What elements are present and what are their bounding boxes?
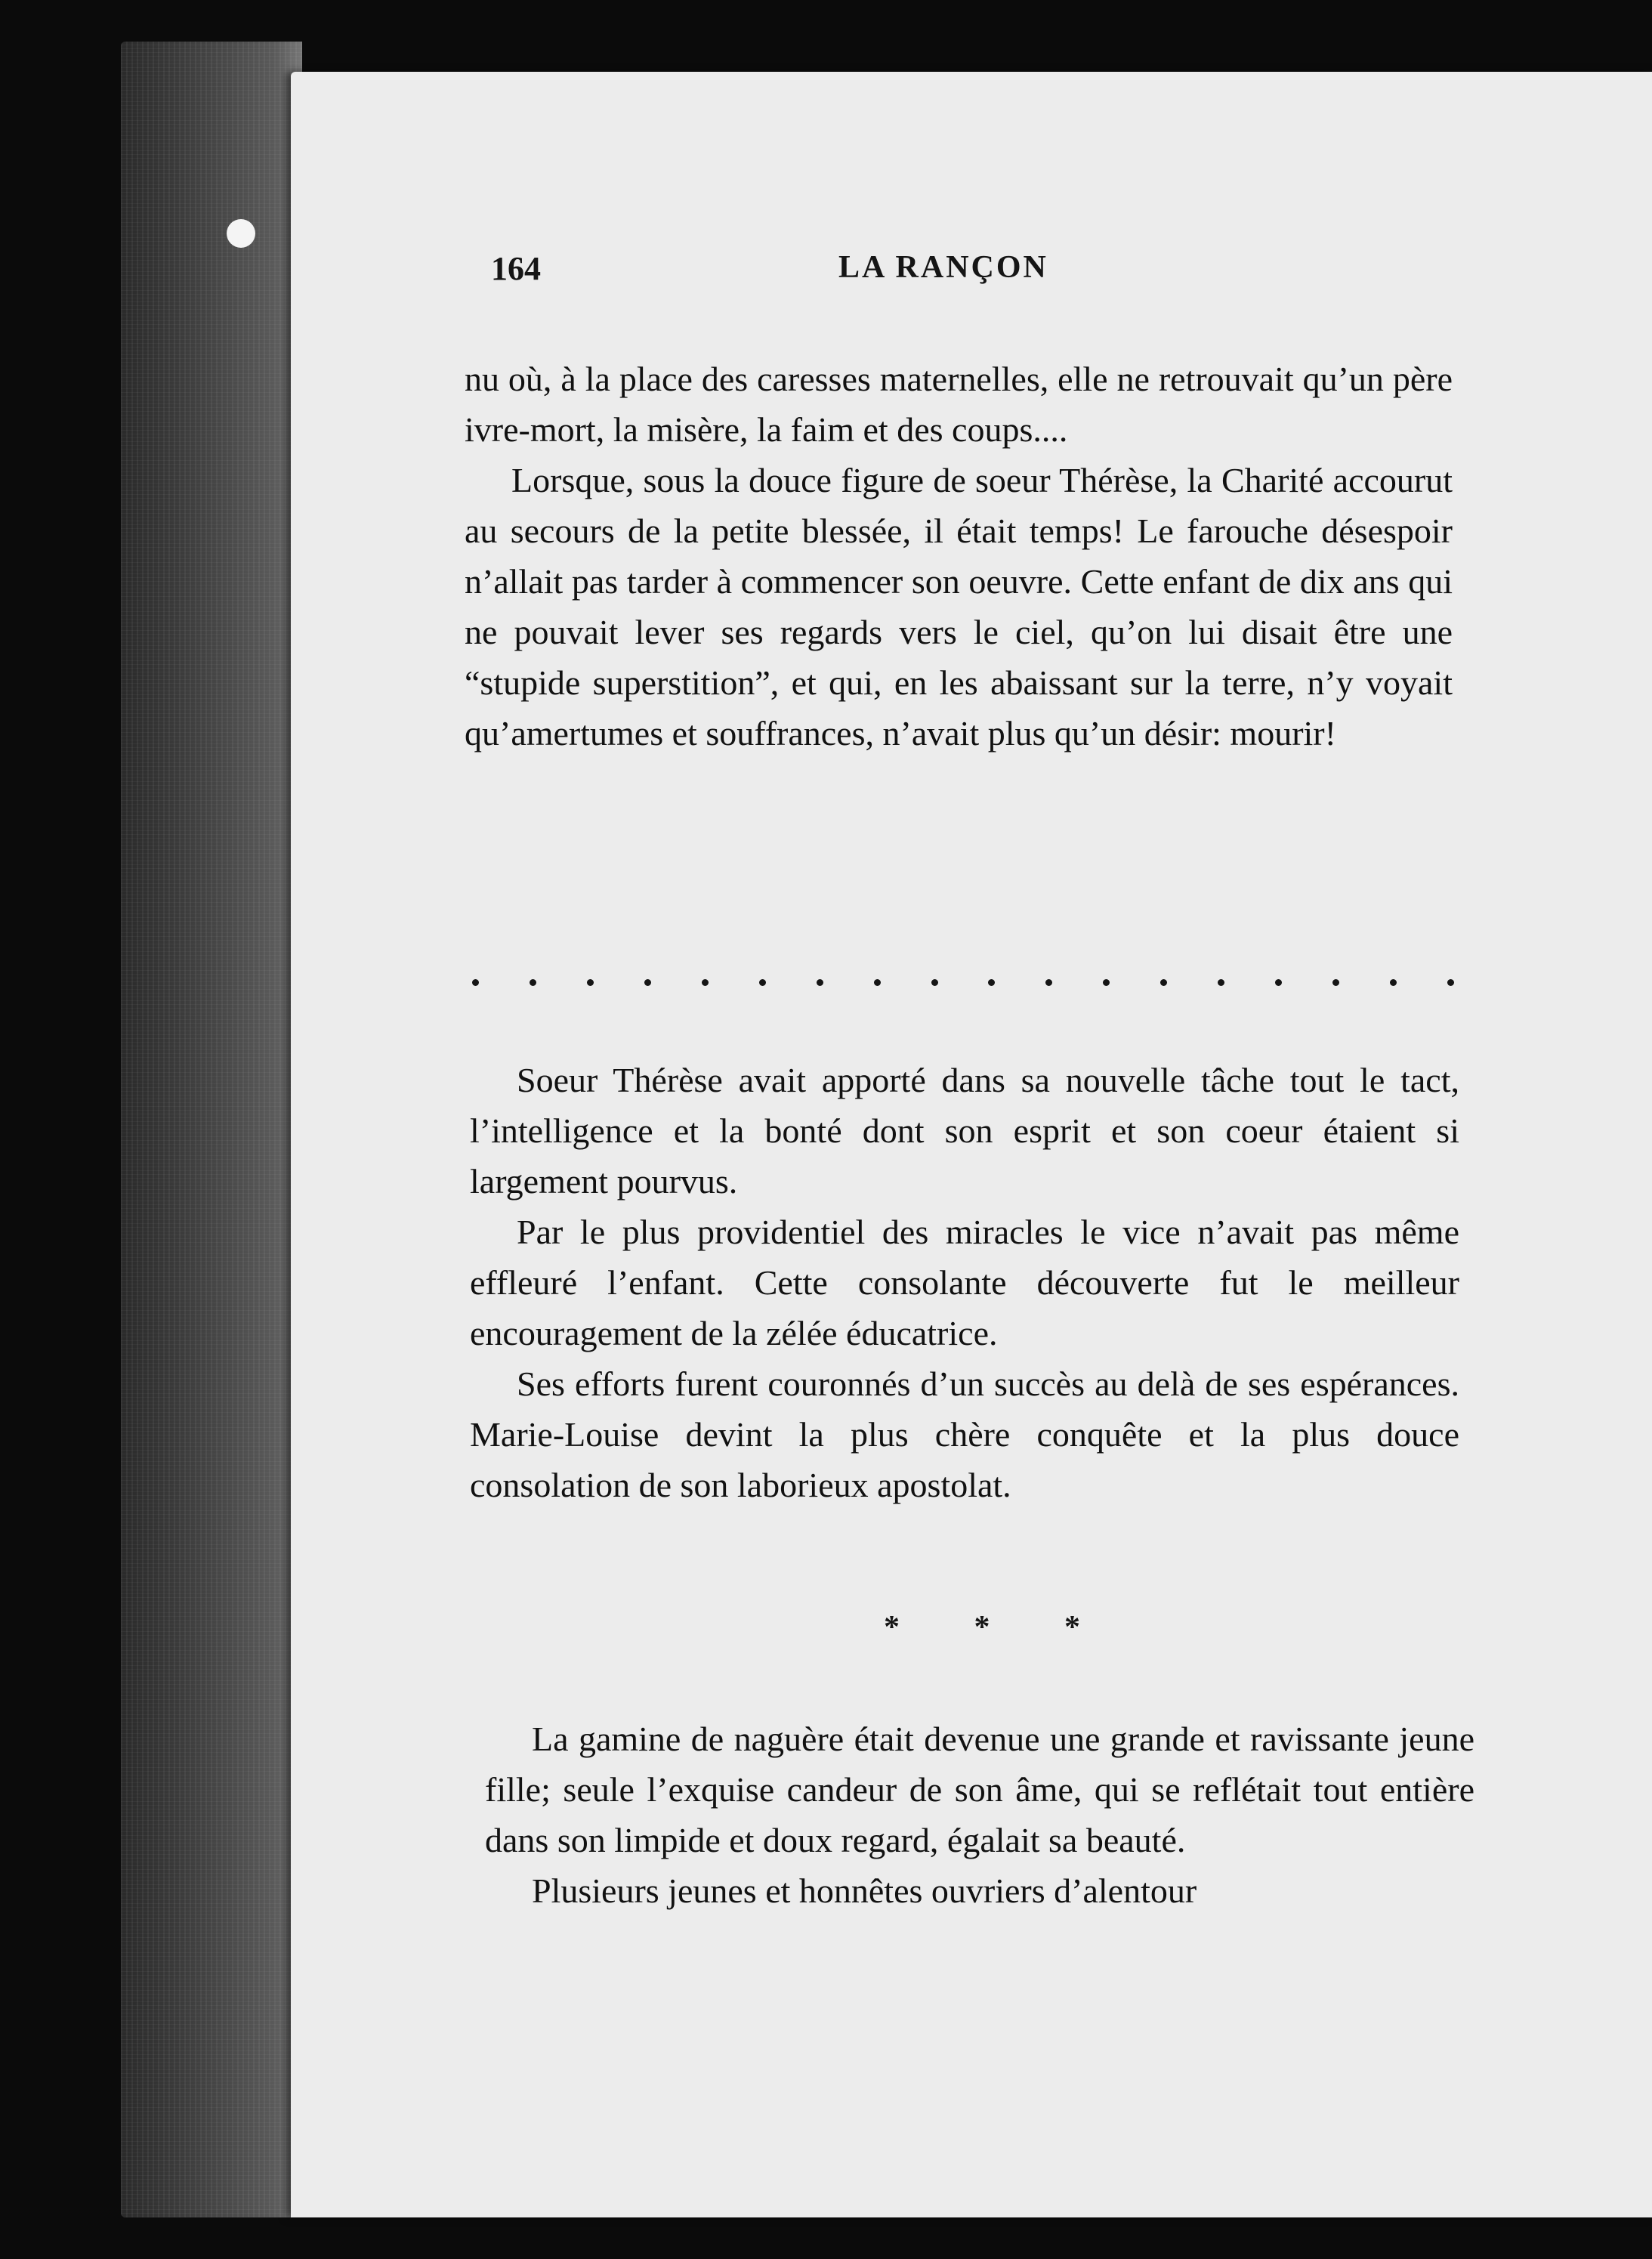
binding-hole [227,219,255,248]
dot-leader-separator [472,967,1454,997]
paragraph: Lorsque, sous la douce figure de soeur Thérèse, la Charité accourut au secours de la petite blessée, il était temps! Le farouche désespoir n’allait pas tarder à commencer son oeuvre. Cette enfant de dix ans qui ne pouvait lever ses regards vers le ciel, qu’on lui disait être une “stupide superstition”, et qui, en les abaissant sur la terre, n’y voyait qu’amertumes et souffrances, n’avait plus qu’un désir: mourir! [465,461,1453,752]
paragraph: La gamine de naguère était devenue une grande et ravissante jeune fille; seule l’exquise candeur de son âme, qui se reflétait tout entière dans son limpide et doux regard, égalait sa beauté. [485,1720,1474,1859]
paragraph: Par le plus providentiel des miracles le vice n’avait pas même effleuré l’enfant. Cette consolante découverte fut le meilleur encouragement de la zélée éducatrice. [470,1213,1459,1352]
running-title: LA RANÇON [838,250,1048,285]
asterisk: * [884,1610,900,1645]
paragraph: nu où, à la place des caresses maternelles, elle ne retrouvait qu’un père ivre-mort, la misère, la faim et des coups.... [465,360,1453,449]
text-section-3 [485,1714,1474,1916]
asterism-separator [884,1609,1080,1646]
text-section-1 [465,354,1453,759]
asterisk: * [974,1610,990,1645]
asterisk: * [1064,1610,1080,1645]
text-section-2 [470,1055,1459,1510]
paragraph: Soeur Thérèse avait apporté dans sa nouvelle tâche tout le tact, l’intelligence et la bonté dont son esprit et son coeur étaient si largement pourvus. [470,1061,1459,1201]
paragraph: Plusieurs jeunes et honnêtes ouvriers d’alentour [532,1871,1197,1910]
page-header [491,249,1533,295]
page-number: 164 [491,250,541,287]
book-spine [121,42,302,2217]
paragraph: Ses efforts furent couronnés d’un succès au delà de ses espérances. Marie-Louise devint la plus chère conquête et la plus douce consolation de son laborieux apostolat. [470,1364,1459,1504]
